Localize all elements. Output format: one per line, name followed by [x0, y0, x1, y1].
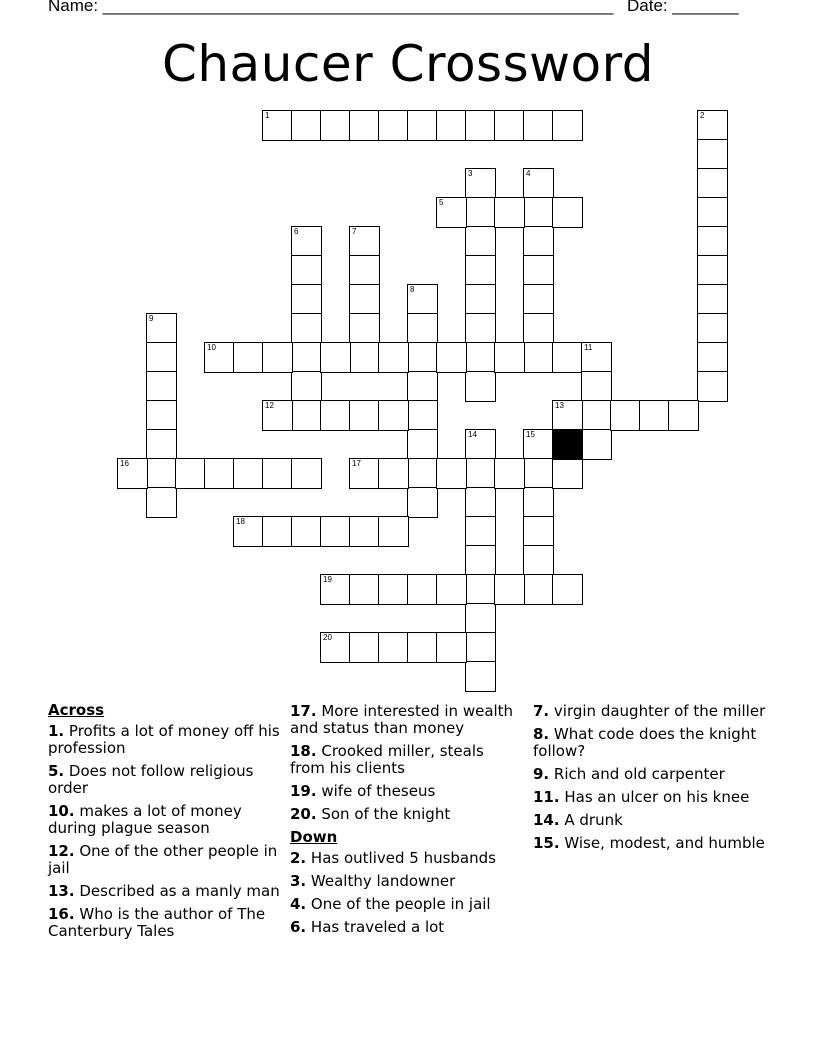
grid-cell[interactable] — [697, 139, 728, 170]
grid-cell[interactable] — [639, 400, 670, 431]
grid-cell[interactable] — [146, 400, 177, 431]
grid-cell[interactable] — [320, 574, 351, 605]
grid-cell[interactable] — [349, 574, 380, 605]
grid-cell[interactable] — [523, 284, 554, 315]
clue-number: 3. — [290, 872, 307, 890]
clue-number: 8. — [533, 725, 550, 743]
grid-cell[interactable] — [465, 632, 496, 663]
clue-down-6 — [290, 919, 522, 936]
clue-number: 4. — [290, 895, 307, 913]
clue-text: More interested in wealth and status than money — [290, 702, 514, 737]
cell-number: 3 — [468, 169, 473, 178]
grid-cell[interactable] — [494, 197, 525, 228]
clue-number: 10. — [48, 802, 75, 820]
grid-cell[interactable] — [378, 574, 409, 605]
grid-cell[interactable] — [291, 226, 322, 257]
grid-cell[interactable] — [465, 168, 496, 199]
grid-cell[interactable] — [523, 458, 554, 489]
grid-cell[interactable] — [291, 371, 322, 402]
clue-text: A drunk — [564, 811, 623, 829]
grid-cell[interactable] — [465, 342, 496, 373]
clue-number: 9. — [533, 765, 550, 783]
grid-cell[interactable] — [291, 400, 322, 431]
grid-cell[interactable] — [233, 342, 264, 373]
cell-number: 12 — [265, 401, 274, 410]
grid-cell[interactable] — [175, 458, 206, 489]
grid-cell[interactable] — [465, 661, 496, 692]
grid-cell[interactable] — [523, 255, 554, 286]
clue-text: Has outlived 5 husbands — [310, 849, 496, 867]
grid-cell[interactable] — [320, 632, 351, 663]
grid-cell[interactable] — [697, 313, 728, 344]
cell-number: 11 — [584, 343, 593, 352]
grid-cell[interactable] — [349, 226, 380, 257]
grid-cell[interactable] — [407, 371, 438, 402]
clue-text: Described as a manly man — [79, 882, 280, 900]
grid-cell[interactable] — [523, 110, 554, 141]
grid-cell[interactable] — [291, 342, 322, 373]
cell-number: 17 — [352, 459, 361, 468]
grid-cell[interactable] — [465, 487, 496, 518]
grid-cell[interactable] — [523, 545, 554, 576]
clue-number: 12. — [48, 842, 75, 860]
clue-number: 14. — [533, 811, 560, 829]
grid-cell[interactable] — [465, 313, 496, 344]
grid-cell[interactable] — [697, 197, 728, 228]
grid-cell[interactable] — [523, 197, 554, 228]
grid-cell[interactable] — [697, 371, 728, 402]
clue-number: 7. — [533, 702, 550, 720]
grid-cell[interactable] — [291, 458, 322, 489]
grid-cell[interactable] — [465, 284, 496, 315]
grid-cell[interactable] — [262, 342, 293, 373]
clue-number: 15. — [533, 834, 560, 852]
grid-cell[interactable] — [146, 342, 177, 373]
clue-across-18 — [290, 743, 522, 777]
grid-cell[interactable] — [407, 342, 438, 373]
cell-number: 19 — [323, 575, 332, 584]
clue-text: Rich and old carpenter — [553, 765, 725, 783]
cell-number: 10 — [207, 343, 216, 352]
grid-cell[interactable] — [407, 574, 438, 605]
cell-number: 20 — [323, 633, 332, 642]
grid-cell[interactable] — [349, 400, 380, 431]
cell-number: 2 — [700, 111, 705, 120]
grid-cell[interactable] — [465, 458, 496, 489]
grid-cell[interactable] — [697, 168, 728, 199]
grid-cell[interactable] — [465, 255, 496, 286]
grid-cell[interactable] — [668, 400, 699, 431]
grid-cell[interactable] — [320, 516, 351, 547]
clue-across-19 — [290, 783, 522, 800]
grid-cell[interactable] — [436, 197, 467, 228]
grid-cell[interactable] — [697, 284, 728, 315]
clue-text: Crooked miller, steals from his clients — [290, 742, 484, 777]
grid-cell[interactable] — [465, 574, 496, 605]
clue-number: 5. — [48, 762, 65, 780]
grid-cell[interactable] — [262, 400, 293, 431]
clue-number: 6. — [290, 918, 307, 936]
grid-cell[interactable] — [291, 255, 322, 286]
clue-down-2 — [290, 850, 522, 867]
grid-cell[interactable] — [407, 632, 438, 663]
grid-cell[interactable] — [378, 458, 409, 489]
grid-cell[interactable] — [117, 458, 148, 489]
cell-number: 16 — [120, 459, 129, 468]
name-field-label[interactable]: Name: ______________________________________________________ — [48, 0, 614, 15]
grid-cell[interactable] — [407, 110, 438, 141]
grid-cell[interactable] — [436, 632, 467, 663]
clue-text: Wise, modest, and humble — [564, 834, 765, 852]
clue-number: 1. — [48, 722, 65, 740]
grid-cell[interactable] — [378, 400, 409, 431]
grid-cell[interactable] — [465, 545, 496, 576]
clue-across-17 — [290, 703, 522, 737]
grid-cell[interactable] — [610, 400, 641, 431]
clue-down-11 — [533, 789, 773, 806]
grid-cell[interactable] — [465, 226, 496, 257]
grid-cell[interactable] — [465, 110, 496, 141]
grid-cell[interactable] — [378, 632, 409, 663]
grid-cell[interactable] — [523, 516, 554, 547]
clue-text: Has traveled a lot — [310, 918, 445, 936]
clue-number: 17. — [290, 702, 317, 720]
cell-number: 9 — [149, 314, 154, 323]
grid-cell[interactable] — [349, 110, 380, 141]
grid-cell[interactable] — [494, 574, 525, 605]
grid-cell[interactable] — [378, 516, 409, 547]
grid-cell[interactable] — [291, 516, 322, 547]
grid-cell[interactable] — [523, 226, 554, 257]
grid-cell[interactable] — [552, 197, 583, 228]
grid-cell[interactable] — [407, 487, 438, 518]
grid-cell[interactable] — [523, 574, 554, 605]
clue-text: virgin daughter of the miller — [553, 702, 766, 720]
clue-down-9 — [533, 766, 773, 783]
grid-cell[interactable] — [349, 342, 380, 373]
clue-down-4 — [290, 896, 522, 913]
grid-cell[interactable] — [697, 226, 728, 257]
clue-text: Son of the knight — [321, 805, 451, 823]
grid-cell[interactable] — [146, 487, 177, 518]
grid-cell[interactable] — [349, 458, 380, 489]
grid-cell[interactable] — [233, 516, 264, 547]
grid-cell[interactable] — [581, 342, 612, 373]
cell-number: 8 — [410, 285, 415, 294]
cell-number: 4 — [526, 169, 531, 178]
grid-cell[interactable] — [407, 313, 438, 344]
clue-across-13 — [48, 883, 280, 900]
cell-number: 13 — [555, 401, 564, 410]
clue-number: 11. — [533, 788, 560, 806]
grid-cell[interactable] — [349, 313, 380, 344]
black-cell — [552, 429, 583, 460]
grid-cell[interactable] — [697, 255, 728, 286]
grid-cell[interactable] — [465, 516, 496, 547]
grid-cell[interactable] — [378, 342, 409, 373]
grid-cell[interactable] — [581, 400, 612, 431]
clue-down-8 — [533, 726, 773, 760]
grid-cell[interactable] — [320, 400, 351, 431]
grid-cell[interactable] — [146, 313, 177, 344]
grid-cell[interactable] — [494, 342, 525, 373]
clue-text: One of the other people in jail — [48, 842, 278, 877]
clue-text: Wealthy landowner — [310, 872, 456, 890]
grid-cell[interactable] — [349, 632, 380, 663]
grid-cell[interactable] — [494, 110, 525, 141]
grid-cell[interactable] — [320, 342, 351, 373]
cell-number: 6 — [294, 227, 299, 236]
grid-cell[interactable] — [581, 371, 612, 402]
grid-cell[interactable] — [465, 429, 496, 460]
grid-cell[interactable] — [146, 371, 177, 402]
clues-column-1 — [48, 700, 280, 946]
clues-column-3 — [533, 700, 773, 858]
grid-cell[interactable] — [465, 603, 496, 634]
clue-text: What code does the knight follow? — [533, 725, 757, 760]
grid-cell[interactable] — [349, 284, 380, 315]
grid-cell[interactable] — [407, 429, 438, 460]
grid-cell[interactable] — [262, 516, 293, 547]
grid-cell[interactable] — [262, 110, 293, 141]
clues-column-2 — [290, 700, 522, 942]
grid-cell[interactable] — [523, 429, 554, 460]
clue-text: Who is the author of The Canterbury Tales — [48, 905, 266, 940]
clue-number: 19. — [290, 782, 317, 800]
clue-text: wife of theseus — [321, 782, 436, 800]
grid-cell[interactable] — [407, 400, 438, 431]
grid-cell[interactable] — [407, 284, 438, 315]
clue-across-5 — [48, 763, 280, 797]
grid-cell[interactable] — [523, 487, 554, 518]
clue-across-20 — [290, 806, 522, 823]
clue-text: Profits a lot of money off his profession — [48, 722, 280, 757]
date-field-label[interactable]: Date: _______ — [627, 0, 739, 15]
grid-cell[interactable] — [320, 110, 351, 141]
clue-number: 2. — [290, 849, 307, 867]
grid-cell[interactable] — [146, 429, 177, 460]
grid-cell[interactable] — [436, 574, 467, 605]
clue-across-10 — [48, 803, 280, 837]
across-heading: Across — [48, 701, 105, 719]
grid-cell[interactable] — [349, 516, 380, 547]
clue-number: 18. — [290, 742, 317, 760]
grid-cell[interactable] — [436, 110, 467, 141]
clue-down-15 — [533, 835, 773, 852]
clue-text: Has an ulcer on his knee — [564, 788, 750, 806]
grid-cell[interactable] — [552, 110, 583, 141]
down-heading: Down — [290, 828, 338, 846]
cell-number: 7 — [352, 227, 357, 236]
clue-text: One of the people in jail — [310, 895, 491, 913]
clue-down-7 — [533, 703, 773, 720]
grid-cell[interactable] — [407, 458, 438, 489]
grid-cell[interactable] — [262, 458, 293, 489]
grid-cell[interactable] — [233, 458, 264, 489]
clue-across-12 — [48, 843, 280, 877]
grid-cell[interactable] — [552, 458, 583, 489]
grid-cell[interactable] — [204, 458, 235, 489]
clue-text: Does not follow religious order — [48, 762, 254, 797]
grid-cell[interactable] — [291, 284, 322, 315]
grid-cell[interactable] — [204, 342, 235, 373]
page-title: Chaucer Crossword — [161, 35, 655, 93]
grid-cell[interactable] — [494, 458, 525, 489]
clue-number: 20. — [290, 805, 317, 823]
grid-cell[interactable] — [436, 342, 467, 373]
clue-text: makes a lot of money during plague season — [48, 802, 242, 837]
grid-cell[interactable] — [349, 255, 380, 286]
cell-number: 1 — [265, 111, 270, 120]
clue-down-3 — [290, 873, 522, 890]
grid-cell[interactable] — [523, 342, 554, 373]
grid-cell[interactable] — [465, 197, 496, 228]
grid-cell[interactable] — [146, 458, 177, 489]
grid-cell[interactable] — [523, 313, 554, 344]
grid-cell[interactable] — [465, 371, 496, 402]
clue-number: 16. — [48, 905, 75, 923]
clue-number: 13. — [48, 882, 75, 900]
clue-across-16 — [48, 906, 280, 940]
clue-down-14 — [533, 812, 773, 829]
cell-number: 18 — [236, 517, 245, 526]
grid-cell[interactable] — [436, 458, 467, 489]
clue-across-1 — [48, 723, 280, 757]
cell-number: 14 — [468, 430, 477, 439]
grid-cell[interactable] — [552, 342, 583, 373]
grid-cell[interactable] — [378, 110, 409, 141]
cell-number: 15 — [526, 430, 535, 439]
grid-cell[interactable] — [291, 110, 322, 141]
grid-cell[interactable] — [552, 574, 583, 605]
cell-number: 5 — [439, 198, 444, 207]
grid-cell[interactable] — [581, 429, 612, 460]
grid-cell[interactable] — [291, 313, 322, 344]
grid-cell[interactable] — [697, 110, 728, 141]
grid-cell[interactable] — [552, 400, 583, 431]
grid-cell[interactable] — [697, 342, 728, 373]
grid-cell[interactable] — [523, 168, 554, 199]
